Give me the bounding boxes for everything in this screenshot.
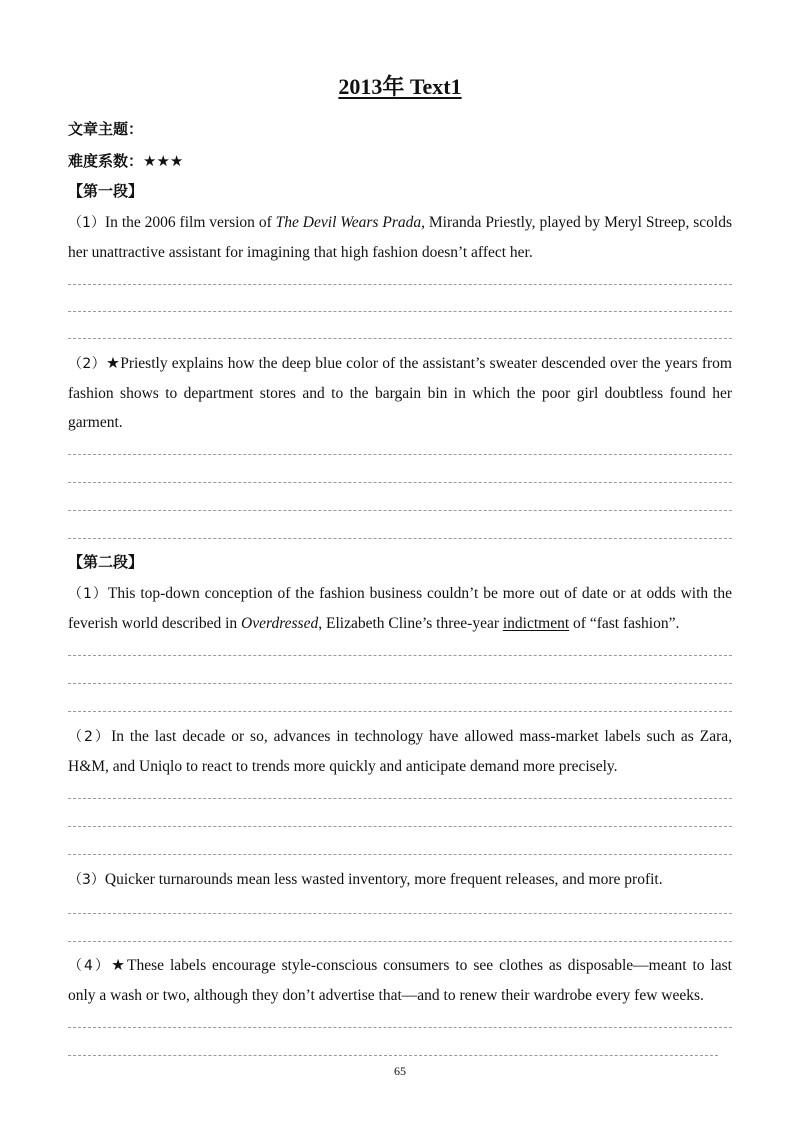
answer-line[interactable]: [68, 655, 732, 656]
sentence-text: , Miranda Priestly, played by Meryl Streep, scolds her unattractive assistant for imagining that high fashion doesn’t affect her.: [68, 214, 732, 261]
answer-line[interactable]: [68, 826, 732, 827]
answer-line[interactable]: [68, 711, 732, 712]
answer-line[interactable]: [68, 510, 732, 511]
answer-line[interactable]: [68, 284, 732, 285]
page-number: 65: [394, 1064, 406, 1078]
s1-sentence-1: [68, 208, 732, 267]
sentence-number: （2）: [68, 356, 106, 372]
answer-line[interactable]: [68, 538, 732, 539]
sentence-text: , Elizabeth Cline’s three-year: [318, 615, 503, 632]
page-title: 2013年 Text1: [338, 74, 462, 99]
section-1-heading: 【第一段】: [68, 182, 144, 200]
sentence-text: In the 2006 film version of: [105, 214, 276, 231]
book-title: Overdressed: [241, 615, 319, 632]
sentence-text: of “fast fashion”.: [569, 615, 680, 632]
sentence-text: This top-down conception of the fashion business couldn’t be more out of date or at odds with the feverish world described in: [68, 585, 732, 632]
sentence-text: ★These labels encourage style-conscious consumers to see clothes as disposable—meant to last only a wash or two, although they don’t advertise that—and to renew their wardrobe every few weeks.: [68, 957, 732, 1004]
answer-line[interactable]: [68, 311, 732, 312]
sentence-number: （3）: [68, 872, 105, 888]
answer-line[interactable]: [68, 941, 732, 942]
difficulty-label: 难度系数：★★★: [68, 152, 184, 170]
answer-line[interactable]: [68, 913, 732, 914]
answer-line[interactable]: [68, 482, 732, 483]
sentence-text: Quicker turnarounds mean less wasted inventory, more frequent releases, and more profit.: [104, 871, 663, 888]
answer-line[interactable]: [68, 1027, 732, 1028]
s2-sentence-1: [68, 579, 732, 638]
film-title: The Devil Wears Prada: [275, 214, 422, 231]
sentence-number: （4）: [68, 958, 112, 974]
answer-line[interactable]: [68, 798, 732, 799]
s2-sentence-3: [68, 865, 732, 895]
sentence-number: （1）: [68, 215, 105, 231]
s2-sentence-4: [68, 951, 732, 1010]
answer-line[interactable]: [68, 854, 732, 855]
answer-line[interactable]: [68, 1055, 718, 1056]
s1-sentence-2: [68, 349, 732, 437]
sentence-text: ★Priestly explains how the deep blue color of the assistant’s sweater descended over the years from fashion shows to department stores and to the bargain bin in which the poor girl doubtless found her garment.: [68, 355, 732, 431]
s2-sentence-2: [68, 722, 732, 781]
underlined-word: indictment: [502, 615, 570, 632]
answer-line[interactable]: [68, 454, 732, 455]
section-2-heading: 【第二段】: [68, 553, 144, 571]
sentence-text: In the last decade or so, advances in technology have allowed mass-market labels such as Zara, H&M, and Uniqlo to react to trends more quickly and anticipate demand more precisely.: [68, 728, 732, 775]
sentence-number: （1）: [68, 586, 108, 602]
sentence-number: （2）: [68, 729, 112, 745]
theme-label: 文章主题：: [68, 120, 144, 138]
answer-line[interactable]: [68, 683, 732, 684]
answer-line[interactable]: [68, 338, 732, 339]
